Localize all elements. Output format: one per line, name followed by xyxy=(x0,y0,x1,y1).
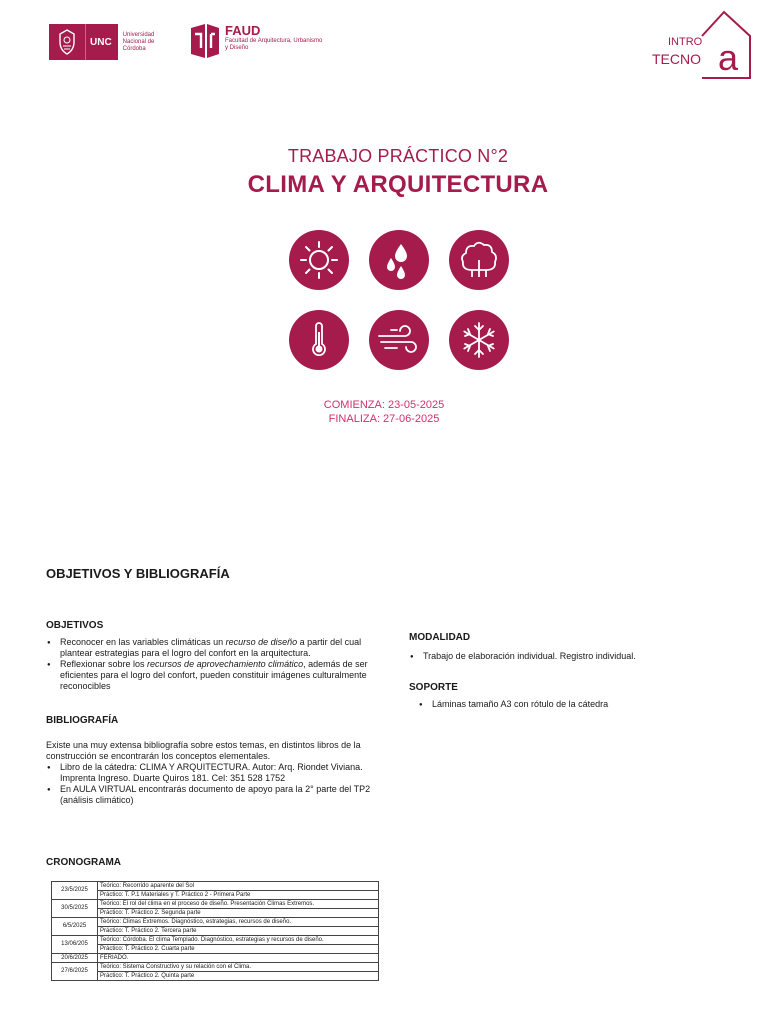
sun-icon xyxy=(289,230,349,290)
page-title: CLIMA Y ARQUITECTURA xyxy=(247,171,549,198)
schedule-activity: Teórico: El rol del clima en el proceso de diseño. Presentación Climas Extremos. xyxy=(98,900,379,909)
list-item: ● Trabajo de elaboración individual. Registro individual. xyxy=(423,651,729,662)
start-date: COMIENZA: 23-05-2025 xyxy=(323,399,445,411)
rain-drops-icon xyxy=(369,230,429,290)
list-item: ● En AULA VIRTUAL encontrarás documento de apoyo para la 2° parte del TP2 (análisis climático) xyxy=(60,784,386,806)
schedule-activity: Teórico: Sistema Constructivo y su relación con el Clima. xyxy=(98,963,379,972)
schedule-activity: Práctico: T. Práctico 2. Cuarta parte xyxy=(98,945,379,954)
schedule-activity: FERIADO. xyxy=(98,954,379,963)
faud-name: Facultad de Arquitectura, Urbanismo y Diseño xyxy=(225,38,323,51)
end-date: FINALIZA: 27-06-2025 xyxy=(328,413,440,425)
table-row xyxy=(52,936,379,945)
bibliografia-heading: BIBLIOGRAFÍA xyxy=(46,715,119,726)
faud-logo xyxy=(189,24,325,58)
cronograma-heading: CRONOGRAMA xyxy=(46,857,121,868)
table-row xyxy=(52,882,379,891)
unc-seal-icon xyxy=(49,24,85,60)
thermometer-icon xyxy=(289,310,349,370)
intro-tecno-logo xyxy=(652,10,756,80)
soporte-heading: SOPORTE xyxy=(409,682,458,693)
unc-logo xyxy=(49,24,167,60)
faud-mark-icon xyxy=(189,24,221,58)
table-row xyxy=(52,972,379,981)
schedule-date: 6/5/2025 xyxy=(52,918,98,936)
table-row xyxy=(52,909,379,918)
soporte-list xyxy=(418,699,738,710)
schedule-activity: Teórico: Recorrido aparente del Sol xyxy=(98,882,379,891)
list-item: ● Libro de la cátedra: CLIMA Y ARQUITECTURA. Autor: Arq. Riondet Viviana. Imprenta Ingreso. Duarte Quiros 181. Cel: 351 528 1752 xyxy=(60,762,386,784)
schedule-activity: Práctico: T. Práctico 2. Quinta parte xyxy=(98,972,379,981)
wind-icon xyxy=(369,310,429,370)
schedule-activity: Práctico: T. Práctico 2. Tercera parte xyxy=(98,927,379,936)
objetivos-heading: OBJETIVOS xyxy=(46,620,104,631)
bibliografia-text xyxy=(46,740,386,806)
practice-subtitle: TRABAJO PRÁCTICO N°2 xyxy=(287,146,509,166)
list-item: ● Láminas tamaño A3 con rótulo de la cátedra xyxy=(432,699,738,710)
schedule-date: 23/5/2025 xyxy=(52,882,98,900)
intro-letter: a xyxy=(718,37,739,78)
schedule-date: 27/6/2025 xyxy=(52,963,98,981)
intro-line2: TECNO xyxy=(652,51,701,67)
schedule-activity: Práctico: T. Práctico 2. Segunda parte xyxy=(98,909,379,918)
schedule-date: 20/6/2025 xyxy=(52,954,98,963)
table-row xyxy=(52,918,379,927)
cronograma-table xyxy=(51,881,379,981)
table-row xyxy=(52,963,379,972)
snowflake-icon xyxy=(449,310,509,370)
list-item: ● Reflexionar sobre los recursos de aprovechamiento climático, además de ser eficientes para el logro del confort, pueden constituir imágenes culturalmente reconocibles xyxy=(60,659,384,692)
list-item: ● Reconocer en las variables climáticas un recurso de diseño a partir del cual plantear estrategias para el logro del confort en la arquitectura. xyxy=(60,637,384,659)
bibliografia-intro: Existe una muy extensa bibliografía sobre estos temas, en distintos libros de la construcción se encontrarán los conceptos elementales. xyxy=(46,740,361,761)
table-row xyxy=(52,954,379,963)
table-row xyxy=(52,927,379,936)
modalidad-heading: MODALIDAD xyxy=(409,632,471,643)
unc-acronym: UNC xyxy=(85,24,118,60)
objetivos-list xyxy=(46,637,384,692)
schedule-date: 30/5/2025 xyxy=(52,900,98,918)
intro-line1: INTRO xyxy=(668,36,703,48)
faud-acronym: FAUD xyxy=(225,23,261,38)
schedule-activity: Práctico: T. P.1 Materiales y T. Práctico 2 - Primera Parte xyxy=(98,891,379,900)
table-row xyxy=(52,945,379,954)
table-row xyxy=(52,900,379,909)
trees-icon xyxy=(449,230,509,290)
schedule-activity: Teórico: Climas Extremos. Diagnóstico, estrategias, recursos de diseño. xyxy=(98,918,379,927)
table-row xyxy=(52,891,379,900)
schedule-activity: Teórico: Córdoba. El clima Templado. Diagnóstico, estrategias y recursos de diseño. xyxy=(98,936,379,945)
unc-name: Universidad Nacional de Córdoba xyxy=(122,31,155,52)
modalidad-list xyxy=(409,651,729,662)
section-title: OBJETIVOS Y BIBLIOGRAFÍA xyxy=(46,566,230,581)
schedule-date: 13/06/205 xyxy=(52,936,98,954)
